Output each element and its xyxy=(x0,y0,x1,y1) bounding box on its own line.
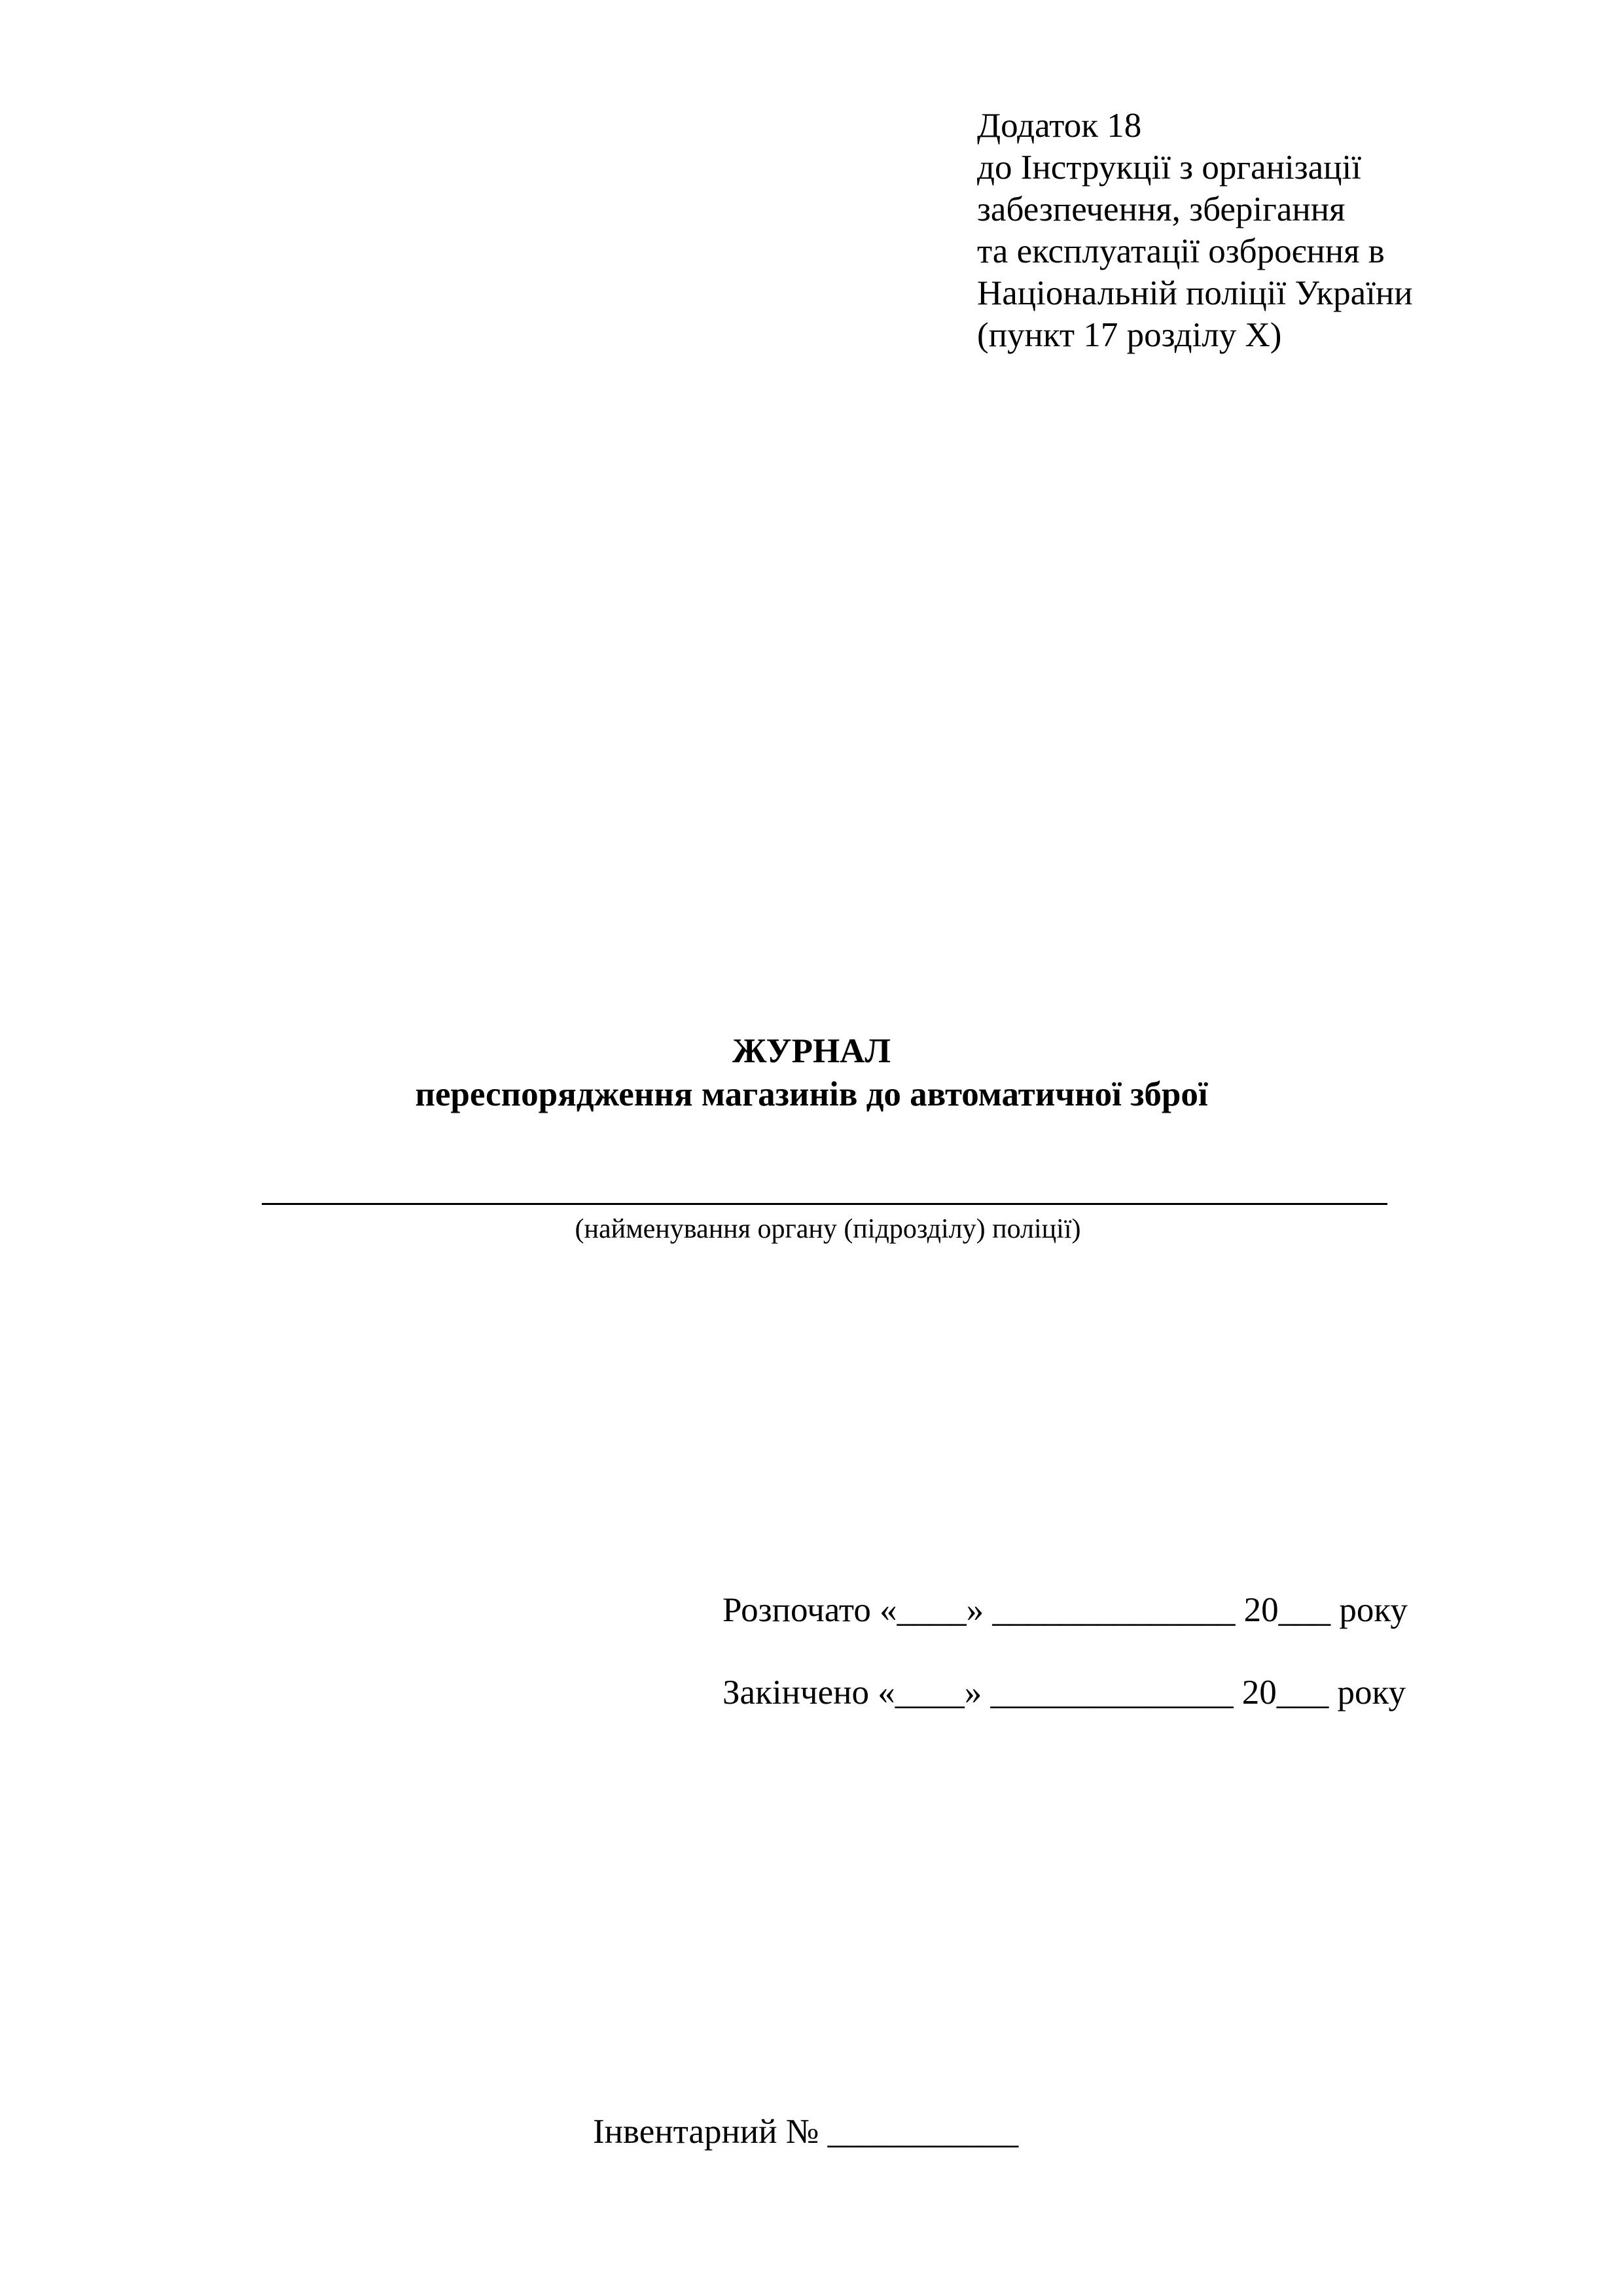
document-title xyxy=(0,1030,1623,1116)
organization-caption: (найменування органу (підрозділу) поліції) xyxy=(575,1214,1081,1244)
appendix-block xyxy=(977,105,1413,356)
start-date-line: Розпочато «____» ______________ 20___ року xyxy=(722,1591,1408,1629)
appendix-line: та експлуатації озброєння в xyxy=(977,232,1385,270)
appendix-line: Додаток 18 xyxy=(977,107,1142,145)
appendix-line: забезпечення, зберігання xyxy=(977,190,1346,228)
inventory-number-line: Інвентарний № ___________ xyxy=(593,2113,1019,2151)
journal-subtitle: переспорядження магазинів до автоматичної зброї xyxy=(415,1075,1208,1113)
end-date-line: Закінчено «____» ______________ 20___ року xyxy=(722,1674,1406,1712)
organization-name-line xyxy=(262,1203,1387,1205)
appendix-line: Національній поліції України xyxy=(977,274,1413,312)
journal-heading: ЖУРНАЛ xyxy=(732,1032,891,1070)
appendix-line: до Інструкції з організації xyxy=(977,149,1361,187)
appendix-line: (пункт 17 розділу Х) xyxy=(977,316,1282,354)
